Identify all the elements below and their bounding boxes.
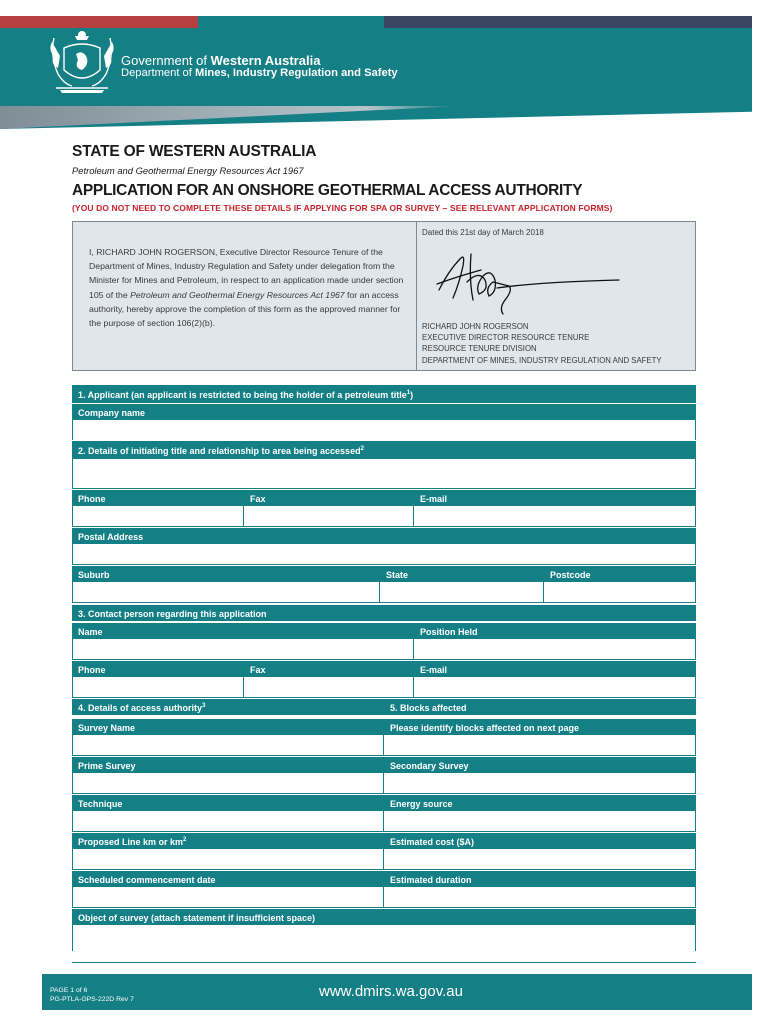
object-of-survey-field[interactable] [72, 925, 696, 951]
section-4-header: 4. Details of access authority$^3$ [72, 698, 384, 715]
fax-field[interactable] [244, 506, 414, 527]
technique-field[interactable] [72, 811, 384, 832]
page-footer [42, 974, 752, 1010]
company-name-field[interactable] [72, 420, 696, 441]
contact-phone-label: Phone [72, 660, 244, 677]
approval-divider [416, 222, 417, 370]
act-subtitle: Petroleum and Geothermal Energy Resources Act 1967 [72, 165, 304, 176]
email-label: E-mail [414, 489, 696, 506]
state-heading: STATE OF WESTERN AUSTRALIA [72, 143, 317, 160]
fax-label: Fax [244, 489, 414, 506]
section-5-header: 5. Blocks affected [384, 698, 696, 715]
commencement-date-field[interactable] [72, 887, 384, 908]
phone-field[interactable] [72, 506, 244, 527]
contact-email-field[interactable] [414, 677, 696, 698]
prime-survey-field[interactable] [72, 773, 384, 794]
department-name: Department of Mines, Industry Regulation and Safety [121, 67, 398, 79]
page-number: PAGE 1 of 6 [50, 987, 88, 994]
proposed-line-field[interactable] [72, 849, 384, 870]
wa-coat-of-arms-icon [46, 26, 118, 96]
suburb-label: Suburb [72, 565, 380, 582]
postcode-label: Postcode [544, 565, 696, 582]
blocks-note-label: Please identify blocks affected on next page [384, 718, 696, 735]
approval-date: Dated this 21st day of March 2018 [422, 228, 544, 237]
survey-name-label: Survey Name [72, 718, 384, 735]
blocks-affected-field[interactable] [384, 735, 696, 756]
proposed-line-label: Proposed Line km or $km^2$ [72, 832, 384, 849]
state-label: State [380, 565, 544, 582]
form-code: PG-PTLA-GPS-222D Rev 7 [50, 996, 134, 1003]
contact-phone-field[interactable] [72, 677, 244, 698]
signature [419, 240, 689, 320]
position-held-label: Position Held [414, 622, 696, 639]
footer-rule [72, 962, 696, 963]
initiating-title-field[interactable] [72, 459, 696, 489]
approval-statement: I, RICHARD JOHN ROGERSON, Executive Director Resource Tenure of the Department of Mines, Industry Regulation and Safety under delegation from the Minister for Mines and Petroleum, in respect to an application made under section 105 of the Petroleum and Geothermal Energy Resources Act 1967 for an access authority, hereby approve the completion of this form as the approved manner for the purpose of section 106(2)(b). [89, 247, 404, 329]
application-title: APPLICATION FOR AN ONSHORE GEOTHERMAL ACCESS AUTHORITY [72, 182, 583, 199]
email-field[interactable] [414, 506, 696, 527]
signatory-title: EXECUTIVE DIRECTOR RESOURCE TENURE [422, 333, 590, 343]
company-name-label: Company name [72, 403, 696, 420]
contact-email-label: E-mail [414, 660, 696, 677]
postal-address-field[interactable] [72, 544, 696, 565]
contact-fax-field[interactable] [244, 677, 414, 698]
estimated-cost-field[interactable] [384, 849, 696, 870]
secondary-survey-label: Secondary Survey [384, 756, 696, 773]
estimated-cost-label: Estimated cost ($A) [384, 832, 696, 849]
position-held-field[interactable] [414, 639, 696, 660]
signatory-division: RESOURCE TENURE DIVISION [422, 344, 537, 354]
state-field[interactable] [380, 582, 544, 603]
suburb-field[interactable] [72, 582, 380, 603]
phone-label: Phone [72, 489, 244, 506]
signatory-department: DEPARTMENT OF MINES, INDUSTRY REGULATION AND SAFETY [422, 355, 662, 365]
section-2-header: 2. Details of initiating title and relationship to area being accessed$^2$ [72, 440, 696, 459]
object-of-survey-label: Object of survey (attach statement if insufficient space) [72, 908, 696, 925]
name-label: Name [72, 622, 414, 639]
commencement-date-label: Scheduled commencement date [72, 870, 384, 887]
approval-box [72, 221, 696, 371]
prime-survey-label: Prime Survey [72, 756, 384, 773]
section-3-header: 3. Contact person regarding this application [72, 604, 696, 621]
contact-fax-label: Fax [244, 660, 414, 677]
energy-source-label: Energy source [384, 794, 696, 811]
name-field[interactable] [72, 639, 414, 660]
section-1-header: 1. Applicant (an applicant is restricted to being the holder of a petroleum title$^1$) [72, 384, 696, 403]
website-link[interactable]: www.dmirs.wa.gov.au [319, 983, 463, 1000]
application-note: (YOU DO NOT NEED TO COMPLETE THESE DETAILS IF APPLYING FOR SPA OR SURVEY – SEE RELEVANT APPLICATION FORMS) [72, 203, 613, 213]
header-accent-navy [384, 16, 752, 28]
energy-source-field[interactable] [384, 811, 696, 832]
postal-address-label: Postal Address [72, 527, 696, 544]
signatory-name: RICHARD JOHN ROGERSON [422, 322, 529, 331]
technique-label: Technique [72, 794, 384, 811]
estimated-duration-field[interactable] [384, 887, 696, 908]
signatory-block [422, 321, 662, 366]
estimated-duration-label: Estimated duration [384, 870, 696, 887]
header-accent-teal [198, 16, 384, 28]
secondary-survey-field[interactable] [384, 773, 696, 794]
postcode-field[interactable] [544, 582, 696, 603]
survey-name-field[interactable] [72, 735, 384, 756]
government-name: Government of Western Australia [121, 53, 321, 68]
